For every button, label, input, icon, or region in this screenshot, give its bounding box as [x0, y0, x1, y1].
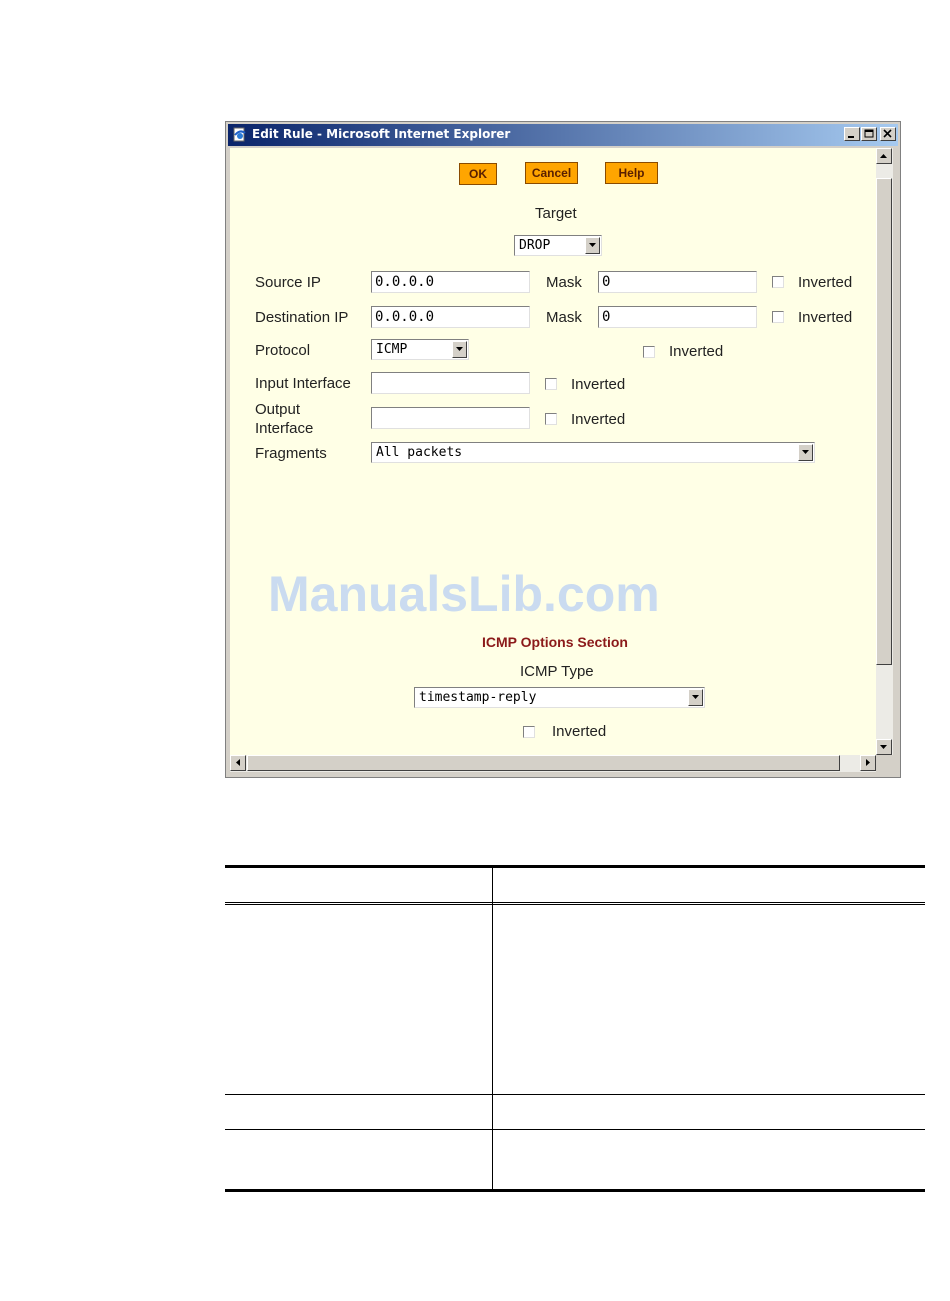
destination-mask-label: Mask	[546, 309, 582, 326]
input-interface-inverted-label: Inverted	[571, 376, 626, 393]
description-table	[225, 865, 925, 1192]
destination-ip-input[interactable]: 0.0.0.0	[371, 306, 530, 328]
maximize-button[interactable]	[861, 127, 877, 141]
minimize-icon	[845, 128, 859, 140]
fragments-label: Fragments	[255, 445, 327, 462]
cancel-button[interactable]: Cancel	[525, 162, 578, 184]
icmp-inverted-checkbox[interactable]	[523, 726, 535, 738]
source-ip-label: Source IP	[255, 274, 321, 291]
help-button[interactable]: Help	[605, 162, 658, 184]
target-value: DROP	[519, 238, 551, 253]
protocol-select[interactable]	[371, 339, 469, 360]
window-title: Edit Rule - Microsoft Internet Explorer	[252, 127, 511, 141]
protocol-dropdown-button[interactable]	[452, 341, 467, 358]
destination-inverted-checkbox[interactable]	[772, 311, 784, 323]
horizontal-scrollbar[interactable]	[230, 755, 876, 772]
output-interface-label-line2: Interface	[255, 420, 314, 437]
close-button[interactable]	[880, 127, 896, 141]
input-interface-label: Input Interface	[255, 375, 351, 392]
target-dropdown-button[interactable]	[585, 237, 600, 254]
icmp-type-select[interactable]	[414, 687, 705, 708]
table-header-rule	[225, 902, 925, 903]
ie-page-icon	[232, 127, 248, 143]
source-ip-input[interactable]: 0.0.0.0	[371, 271, 530, 293]
browser-window	[225, 121, 901, 778]
chevron-down-icon	[802, 450, 810, 455]
title-bar[interactable]	[228, 124, 898, 146]
table-top-rule	[225, 865, 925, 868]
arrow-down-icon	[880, 743, 888, 751]
icmp-type-dropdown-button[interactable]	[688, 689, 703, 706]
scroll-right-button[interactable]	[860, 755, 876, 771]
table-bottom-rule	[225, 1189, 925, 1192]
protocol-label: Protocol	[255, 342, 311, 359]
scroll-up-button[interactable]	[876, 148, 892, 164]
icmp-inverted-label: Inverted	[552, 723, 607, 740]
ok-button[interactable]: OK	[459, 163, 497, 185]
source-inverted-label: Inverted	[798, 274, 853, 291]
output-interface-inverted-label: Inverted	[571, 411, 626, 428]
input-interface-inverted-checkbox[interactable]	[545, 378, 557, 390]
fragments-dropdown-button[interactable]	[798, 444, 813, 461]
chevron-down-icon	[456, 347, 464, 352]
minimize-button[interactable]	[844, 127, 860, 141]
maximize-icon	[862, 128, 876, 140]
arrow-up-icon	[880, 152, 888, 160]
vertical-scroll-thumb[interactable]	[876, 178, 892, 665]
table-header-rule-2	[225, 904, 925, 905]
protocol-inverted-checkbox[interactable]	[643, 346, 655, 358]
table-row-rule-2	[225, 1129, 925, 1130]
source-mask-input[interactable]: 0	[598, 271, 757, 293]
destination-inverted-label: Inverted	[798, 309, 853, 326]
scroll-down-button[interactable]	[876, 739, 892, 755]
output-interface-label-line1: Output	[255, 401, 301, 418]
fragments-value: All packets	[376, 445, 463, 460]
horizontal-scroll-thumb[interactable]	[247, 755, 840, 771]
close-icon	[881, 128, 895, 140]
scroll-left-button[interactable]	[230, 755, 246, 771]
chevron-down-icon	[589, 243, 597, 248]
icmp-type-label: ICMP Type	[520, 663, 594, 680]
protocol-inverted-label: Inverted	[669, 343, 724, 360]
target-select[interactable]	[514, 235, 602, 256]
vertical-scrollbar[interactable]	[876, 148, 893, 755]
arrow-right-icon	[864, 759, 872, 767]
page-content	[230, 148, 876, 755]
source-mask-label: Mask	[546, 274, 582, 291]
target-label: Target	[535, 205, 577, 222]
source-inverted-checkbox[interactable]	[772, 276, 784, 288]
arrow-left-icon	[234, 759, 242, 767]
fragments-select[interactable]	[371, 442, 815, 463]
input-interface-input[interactable]	[371, 372, 530, 394]
destination-mask-input[interactable]: 0	[598, 306, 757, 328]
destination-ip-label: Destination IP	[255, 309, 349, 326]
chevron-down-icon	[692, 695, 700, 700]
output-interface-input[interactable]	[371, 407, 530, 429]
table-column-divider	[492, 868, 493, 1189]
icmp-section-title: ICMP Options Section	[482, 634, 628, 650]
protocol-value: ICMP	[376, 342, 408, 357]
output-interface-inverted-checkbox[interactable]	[545, 413, 557, 425]
watermark-text: ManualsLib.com	[268, 566, 660, 622]
scrollbar-corner	[876, 755, 893, 772]
icmp-type-value: timestamp-reply	[419, 690, 537, 705]
table-row-rule	[225, 1094, 925, 1095]
